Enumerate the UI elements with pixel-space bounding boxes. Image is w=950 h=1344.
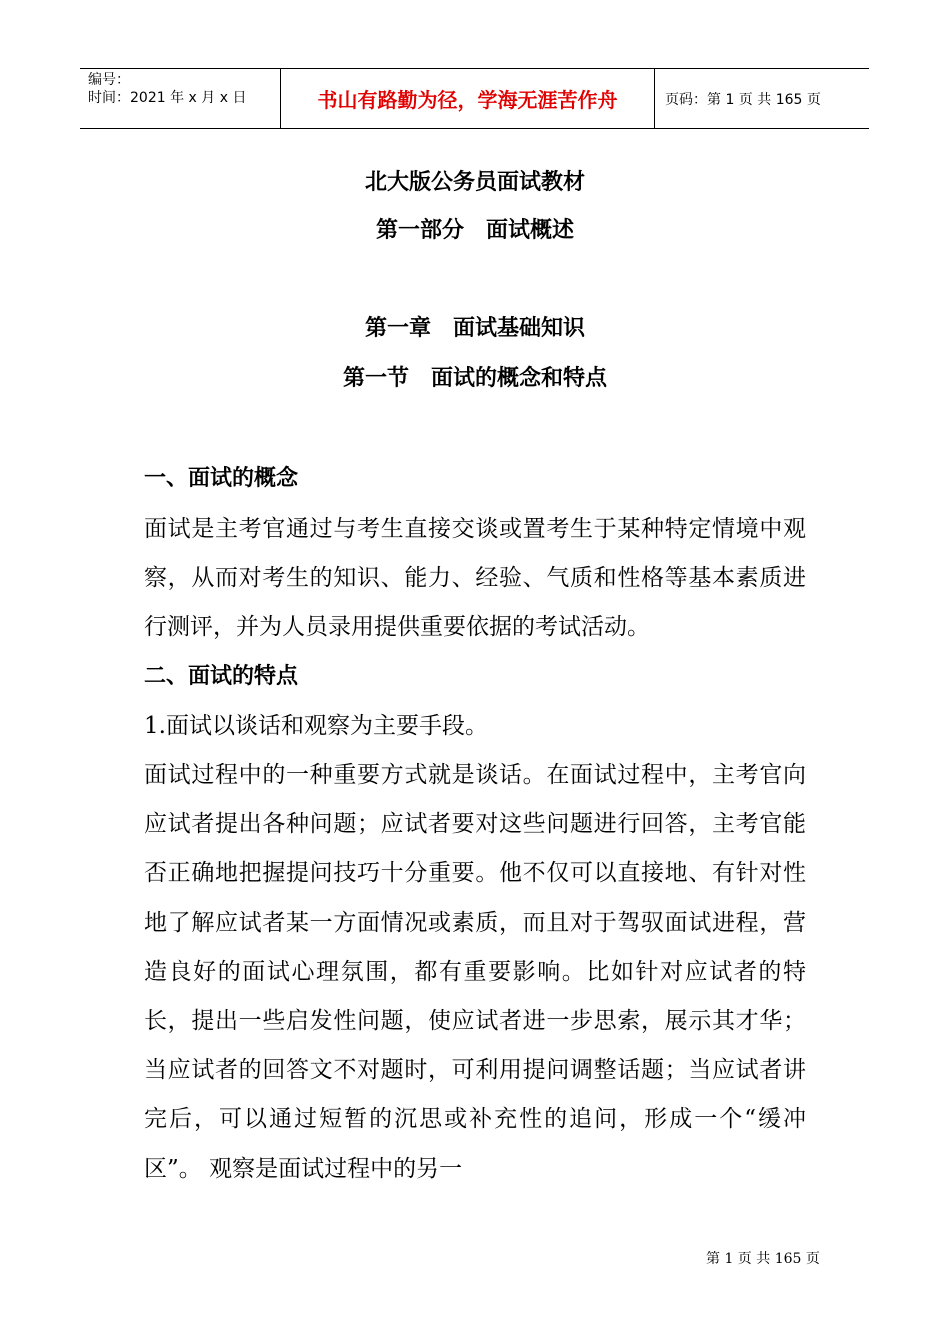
part-title: 第一部分 面试概述 (375, 218, 574, 243)
list-item-feature-1: 1.面试以谈话和观察为主要手段。 (144, 713, 488, 739)
paragraph-concept: 面试是主考官通过与考生直接交谈或置考生于某种特定情境中观察，从而对考生的知识、能力、经验、气质和性格等基本素质进行测评，并为人员录用提供重要依据的考试活动。 (144, 516, 806, 641)
header-meta (80, 69, 281, 128)
header-page-info: 页码：第 1 页 共 165 页 (665, 91, 821, 108)
page-footer: 第 1 页 共 165 页 (706, 1251, 820, 1267)
heading-features: 二、面试的特点 (144, 664, 299, 689)
serial-label: 编号： (88, 72, 130, 88)
page-header (80, 68, 869, 129)
header-motto: 书山有路勤为径，学海无涯苦作舟 (281, 69, 655, 128)
book-title: 北大版公务员面试教材 (364, 170, 585, 195)
section-title: 第一节 面试的概念和特点 (342, 366, 607, 391)
chapter-title: 第一章 面试基础知识 (364, 316, 585, 341)
date-label: 时间：2021 年 x 月 x 日 (88, 90, 247, 106)
paragraph-features: 面试过程中的一种重要方式就是谈话。在面试过程中，主考官向应试者提出各种问题；应试者要对这些问题进行回答，主考官能否正确地把握提问技巧十分重要。他不仅可以直接地、有针对性地了解应试者某一方面情况或素质，而且对于驾驭面试进程，营造良好的面试心理氛围，都有重要影响。比如针对应试者的特长，提出一些启发性问题，使应试者进一步思索，展示其才华；当应试者的回答文不对题时，可利用提问调整话题；当应试者讲完后，可以通过短暂的沉思或补充性的追问，形成一个“缓冲区”。 观察是面试过程中的另一 (144, 762, 806, 1182)
heading-concept: 一、面试的概念 (144, 466, 299, 491)
